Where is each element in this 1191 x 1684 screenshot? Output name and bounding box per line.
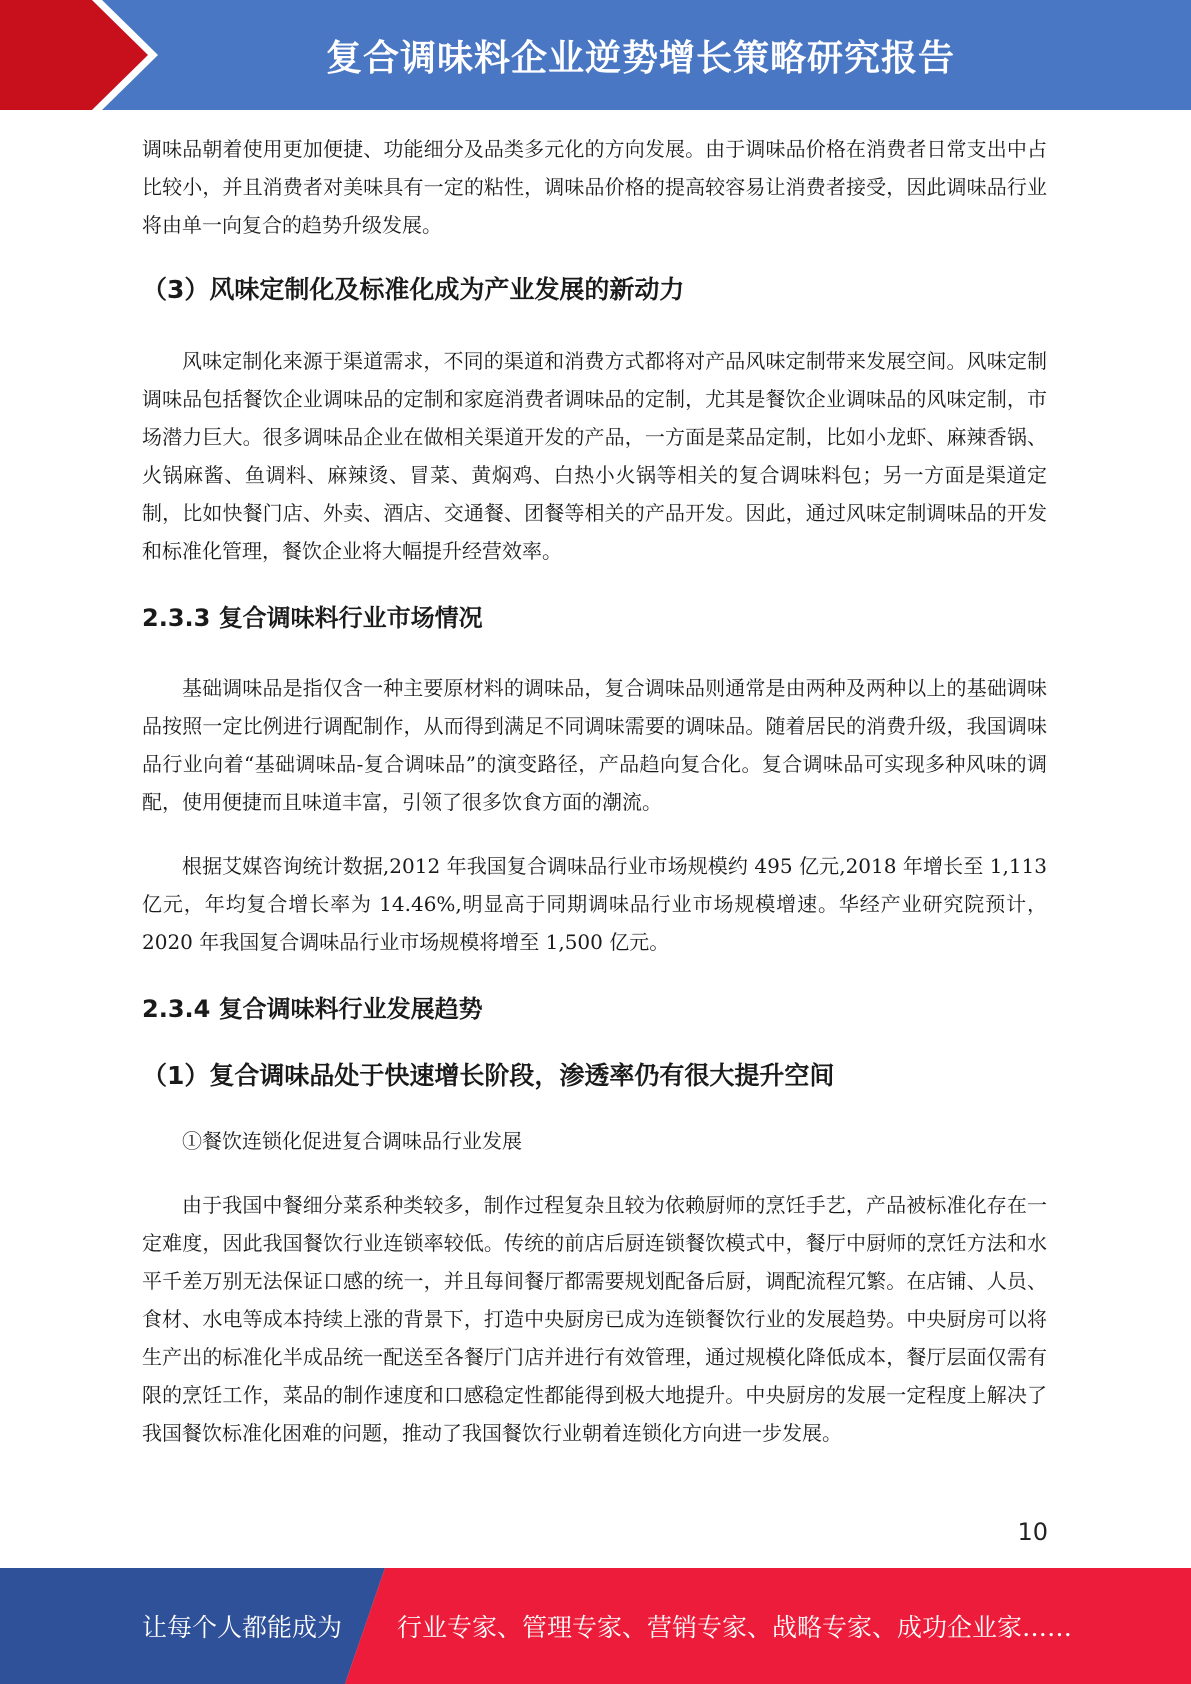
footer-slogan-left: 让每个人都能成为 [142,1613,343,1642]
paragraph: 根据艾媒咨询统计数据,2012 年我国复合调味品行业市场规模约 495 亿元,2018 年增长至 1,113 亿元，年均复合增长率为 14.46%,明显高于同期调味品行业市场规模增速。华经产业研究院预计，2020 年我国复合调味品行业市场规模将增至 1,500 亿元。 [142,854,1047,954]
subsection-label: ①餐饮连锁化促进复合调味品行业发展 [182,1129,522,1153]
section-heading: （3）风味定制化及标准化成为产业发展的新动力 [142,275,685,304]
section-heading: 2.3.3 复合调味料行业市场情况 [142,604,483,632]
section-heading: 2.3.4 复合调味料行业发展趋势 [142,995,483,1023]
page-content [142,130,1047,1452]
footer-slogan-right: 行业专家、管理专家、营销专家、战略专家、成功企业家…… [397,1613,1073,1642]
paragraph: 基础调味品是指仅含一种主要原材料的调味品，复合调味品则通常是由两种及两种以上的基础调味品按照一定比例进行调配制作，从而得到满足不同调味需要的调味品。随着居民的消费升级，我国调味品行业向着“基础调味品-复合调味品”的演变路径，产品趋向复合化。复合调味品可实现多种风味的调配，使用便捷而且味道丰富，引领了很多饮食方面的潮流。 [142,676,1047,814]
section-heading: （1）复合调味品处于快速增长阶段，渗透率仍有很大提升空间 [142,1061,835,1090]
paragraph: 风味定制化来源于渠道需求，不同的渠道和消费方式都将对产品风味定制带来发展空间。风味定制调味品包括餐饮企业调味品的定制和家庭消费者调味品的定制，尤其是餐饮企业调味品的风味定制，市场潜力巨大。很多调味品企业在做相关渠道开发的产品，一方面是菜品定制，比如小龙虾、麻辣香锅、火锅麻酱、鱼调料、麻辣烫、冒菜、黄焖鸡、白热小火锅等相关的复合调味料包；另一方面是渠道定制，比如快餐门店、外卖、酒店、交通餐、团餐等相关的产品开发。因此，通过风味定制调味品的开发和标准化管理，餐饮企业将大幅提升经营效率。 [142,349,1047,563]
page-footer [0,1568,1191,1684]
paragraph: 由于我国中餐细分菜系种类较多，制作过程复杂且较为依赖厨师的烹饪手艺，产品被标准化存在一定难度，因此我国餐饮行业连锁率较低。传统的前店后厨连锁餐饮模式中，餐厅中厨师的烹饪方法和水平千差万别无法保证口感的统一，并且每间餐厅都需要规划配备后厨，调配流程冗繁。在店铺、人员、食材、水电等成本持续上涨的背景下，打造中央厨房已成为连锁餐饮行业的发展趋势。中央厨房可以将生产出的标准化半成品统一配送至各餐厅门店并进行有效管理，通过规模化降低成本，餐厅层面仅需有限的烹饪工作，菜品的制作速度和口感稳定性都能得到极大地提升。中央厨房的发展一定程度上解决了我国餐饮标准化困难的问题，推动了我国餐饮行业朝着连锁化方向进一步发展。 [142,1193,1047,1445]
document-title: 复合调味料企业逆势增长策略研究报告 [325,37,955,79]
paragraph: 调味品朝着使用更加便捷、功能细分及品类多元化的方向发展。由于调味品价格在消费者日常支出中占比较小，并且消费者对美味具有一定的粘性，调味品价格的提高较容易让消费者接受，因此调味品行业将由单一向复合的趋势升级发展。 [142,137,1047,237]
page-header [0,0,1191,110]
header-arrow-decoration [0,0,160,110]
page-number: 10 [1017,1518,1048,1546]
